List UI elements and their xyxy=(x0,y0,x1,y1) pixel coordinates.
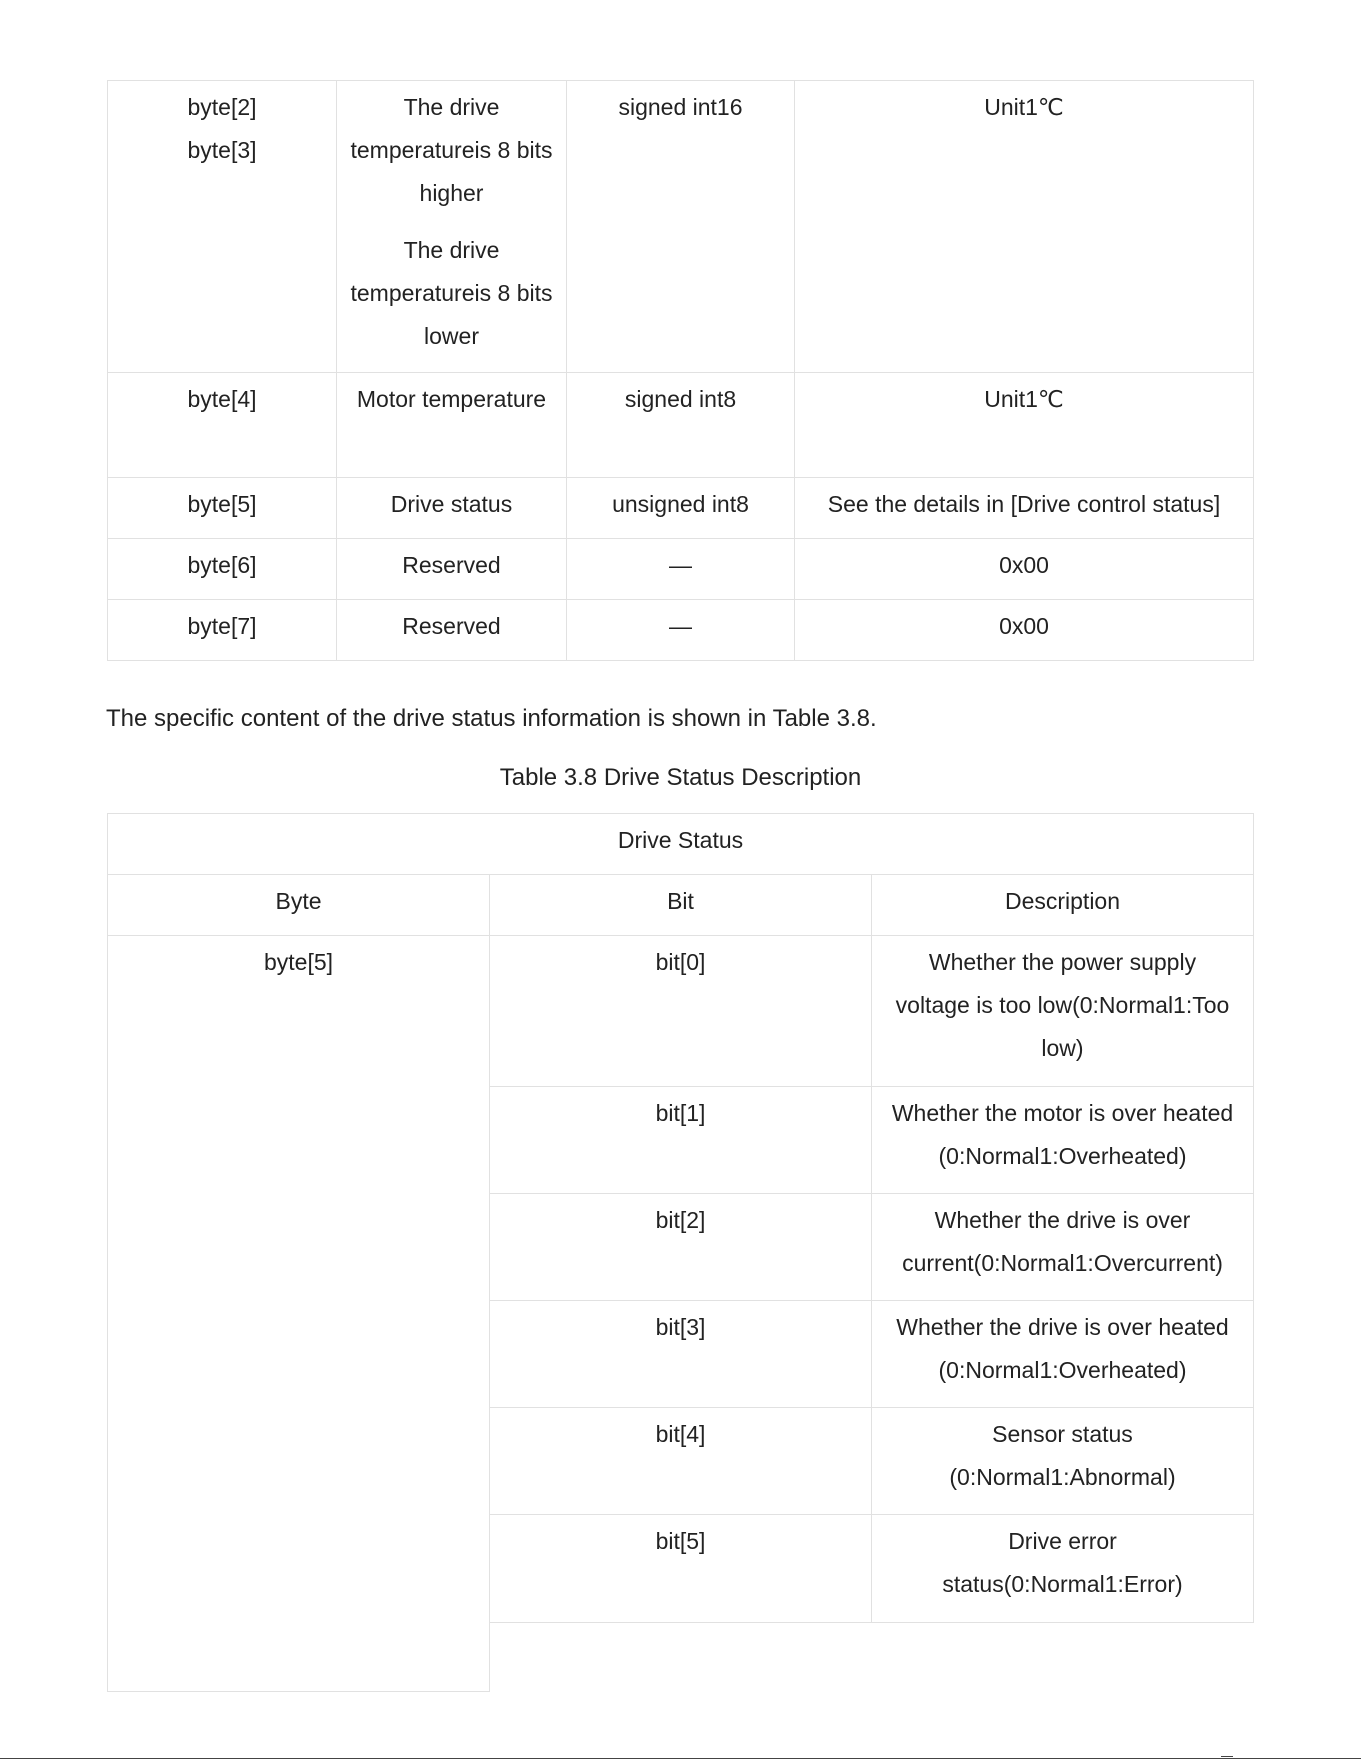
field-name-cell: Drive status xyxy=(337,478,567,539)
unit-cell: See the details in [Drive control status] xyxy=(795,478,1254,539)
field-name-cell: Reserved xyxy=(337,539,567,600)
bit-cell: bit[3] xyxy=(490,1301,872,1408)
table-row xyxy=(108,600,1254,661)
description-cell: Sensor status (0:Normal1:Abnormal) xyxy=(872,1408,1254,1515)
description-cell: Whether the motor is over heated (0:Normal1:Overheated) xyxy=(872,1086,1254,1193)
table-row xyxy=(108,81,1254,373)
table-row xyxy=(108,539,1254,600)
drive-status-table xyxy=(107,813,1254,1692)
table-row xyxy=(108,936,1254,1087)
data-type-cell: — xyxy=(567,600,795,661)
description-cell: Drive error status(0:Normal1:Error) xyxy=(872,1515,1254,1622)
byte-cell: byte[7] xyxy=(108,600,337,661)
byte-cell: byte[6] xyxy=(108,539,337,600)
unit-cell: 0x00 xyxy=(795,539,1254,600)
byte-cell: byte[4] xyxy=(108,373,337,478)
bit-cell: bit[2] xyxy=(490,1194,872,1301)
field-name-text: The drive temperatureis 8 bits lower xyxy=(350,237,553,349)
byte-cell xyxy=(108,81,337,373)
page-bottom-rule xyxy=(0,1758,1361,1759)
byte-cell: byte[5] xyxy=(108,478,337,539)
bit-cell xyxy=(490,1622,872,1691)
byte-cell: byte[5] xyxy=(108,936,490,1692)
table-row xyxy=(108,478,1254,539)
header-description: Description xyxy=(872,875,1254,936)
table-title-cell: Drive Status xyxy=(108,814,1254,875)
data-type-cell: unsigned int8 xyxy=(567,478,795,539)
header-byte: Byte xyxy=(108,875,490,936)
unit-cell: 0x00 xyxy=(795,600,1254,661)
byte-label: byte[2] xyxy=(187,94,257,120)
data-type-cell: signed int16 xyxy=(567,81,795,373)
body-paragraph: The specific content of the drive status information is shown in Table 3.8. xyxy=(106,705,877,732)
description-cell xyxy=(872,1622,1254,1691)
table-caption: Table 3.8 Drive Status Description xyxy=(499,764,862,791)
table-title-row xyxy=(108,814,1254,875)
byte-label: byte[3] xyxy=(187,137,257,163)
bit-cell: bit[5] xyxy=(490,1515,872,1622)
field-name-cell xyxy=(337,81,567,373)
header-bit: Bit xyxy=(490,875,872,936)
description-cell: Whether the drive is over heated (0:Normal1:Overheated) xyxy=(872,1301,1254,1408)
data-type-cell: signed int8 xyxy=(567,373,795,478)
bit-cell: bit[1] xyxy=(490,1086,872,1193)
unit-cell: Unit1℃ xyxy=(795,81,1254,373)
bit-cell: bit[4] xyxy=(490,1408,872,1515)
feedback-frame-table xyxy=(107,80,1254,661)
table-header-row xyxy=(108,875,1254,936)
page-corner-mark xyxy=(1221,1756,1233,1757)
bit-cell: bit[0] xyxy=(490,936,872,1087)
description-cell: Whether the power supply voltage is too low(0:Normal1:Too low) xyxy=(872,936,1254,1087)
unit-cell: Unit1℃ xyxy=(795,373,1254,478)
description-cell: Whether the drive is over current(0:Normal1:Overcurrent) xyxy=(872,1194,1254,1301)
data-type-cell: — xyxy=(567,539,795,600)
field-name-text: The drive temperatureis 8 bits higher xyxy=(350,94,553,206)
table-row xyxy=(108,373,1254,478)
field-name-cell: Motor temperature xyxy=(337,373,567,478)
field-name-cell: Reserved xyxy=(337,600,567,661)
